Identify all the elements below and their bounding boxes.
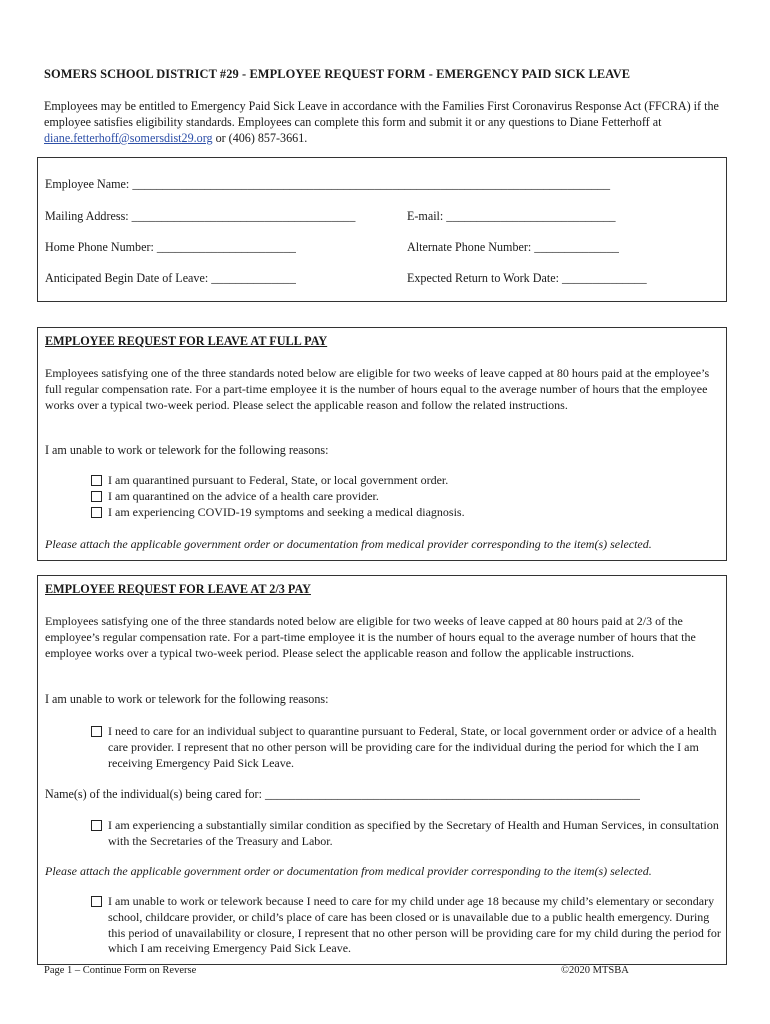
alternate-phone-field[interactable]: Alternate Phone Number: ______________	[407, 240, 619, 254]
checkbox[interactable]	[91, 726, 102, 737]
two-thirds-pay-section	[37, 575, 727, 965]
checkbox[interactable]	[91, 475, 102, 486]
two-thirds-pay-description: Employees satisfying one of the three standards noted below are eligible for two weeks of leave capped at 80 hours paid at 2/3 of the employee’s regular compensation rate. For a part-time employee it is the number of hours equal to the average number of hours that the employee works over a typical two-week period. Please select the applicable reason and follow the applicable instructions.	[45, 614, 696, 661]
email-field[interactable]: E-mail: ____________________________	[407, 209, 616, 223]
intro-text-end: or (406) 857-3661.	[212, 131, 308, 145]
contact-email-link[interactable]: diane.fetterhoff@somersdist29.org	[44, 131, 213, 145]
intro-paragraph	[44, 98, 724, 146]
form-title: SOMERS SCHOOL DISTRICT #29 - EMPLOYEE REQUEST FORM - EMERGENCY PAID SICK LEAVE	[44, 67, 631, 81]
two-thirds-option-1[interactable]: I need to care for an individual subject to quarantine pursuant to Federal, State, or local government order or advice of a health care provider. I represent that no other person will be providing care for the individual during the period for which the I am receiving Emergency Paid Sick Leave.	[91, 724, 721, 771]
full-pay-option-2[interactable]: I am quarantined on the advice of a health care provider.	[91, 489, 691, 505]
return-date-field[interactable]: Expected Return to Work Date: ______________	[407, 271, 647, 285]
full-pay-reasons-intro: I am unable to work or telework for the following reasons:	[45, 443, 329, 457]
full-pay-note: Please attach the applicable government order or documentation from medical provider corresponding to the item(s) selected.	[45, 537, 652, 551]
two-thirds-note: Please attach the applicable government order or documentation from medical provider corresponding to the item(s) selected.	[45, 864, 652, 878]
checkbox[interactable]	[91, 491, 102, 502]
full-pay-description: Employees satisfying one of the three standards noted below are eligible for two weeks of leave capped at 80 hours paid at the employee’s full regular compensation rate. For a part-time employee it is the number of hours equal to the average number of hours that the employee works over a typical two-week period. Please select the applicable reason and follow the related instructions.	[45, 366, 710, 413]
full-pay-option-3[interactable]: I am experiencing COVID-19 symptoms and seeking a medical diagnosis.	[91, 505, 691, 521]
two-thirds-reasons-intro: I am unable to work or telework for the following reasons:	[45, 692, 329, 706]
checkbox[interactable]	[91, 507, 102, 518]
footer-copyright: ©2020 MTSBA	[561, 965, 629, 976]
mailing-address-field[interactable]: Mailing Address: _____________________________________	[45, 209, 356, 223]
checkbox[interactable]	[91, 896, 102, 907]
two-thirds-pay-heading: EMPLOYEE REQUEST FOR LEAVE AT 2/3 PAY	[45, 582, 311, 596]
two-thirds-option-3[interactable]: I am unable to work or telework because I need to care for my child under age 18 because my child’s elementary or secondary school, childcare provider, or child’s place of care has been closed or is unavailable due to a public health emergency. During this period of unavailability or closure, I represent that no other person will be providing care for my child during the period for which I am receiving Emergency Paid Sick Leave.	[91, 894, 721, 957]
two-thirds-option-2[interactable]: I am experiencing a substantially similar condition as specified by the Secretary of Health and Human Services, in consultation with the Secretaries of the Treasury and Labor.	[91, 818, 721, 850]
employee-info-section	[37, 157, 727, 302]
full-pay-option-1[interactable]: I am quarantined pursuant to Federal, State, or local government order.	[91, 473, 691, 489]
employee-name-field[interactable]: Employee Name: _______________________________________________________________________________	[45, 177, 611, 191]
full-pay-heading: EMPLOYEE REQUEST FOR LEAVE AT FULL PAY	[45, 334, 328, 348]
checkbox[interactable]	[91, 820, 102, 831]
footer-page-note: Page 1 – Continue Form on Reverse	[44, 965, 197, 976]
intro-text: Employees may be entitled to Emergency Paid Sick Leave in accordance with the Families First Coronavirus Response Act (FFCRA) if the employee satisfies eligibility standards. Employees can complete this form and submit it or any questions to Diane Fetterhoff at	[44, 99, 719, 129]
home-phone-field[interactable]: Home Phone Number: _______________________	[45, 240, 296, 254]
full-pay-section	[37, 327, 727, 561]
begin-date-field[interactable]: Anticipated Begin Date of Leave: ______________	[45, 271, 296, 285]
cared-individuals-field[interactable]: Name(s) of the individual(s) being cared for: ______________________________________________________________	[45, 787, 640, 801]
